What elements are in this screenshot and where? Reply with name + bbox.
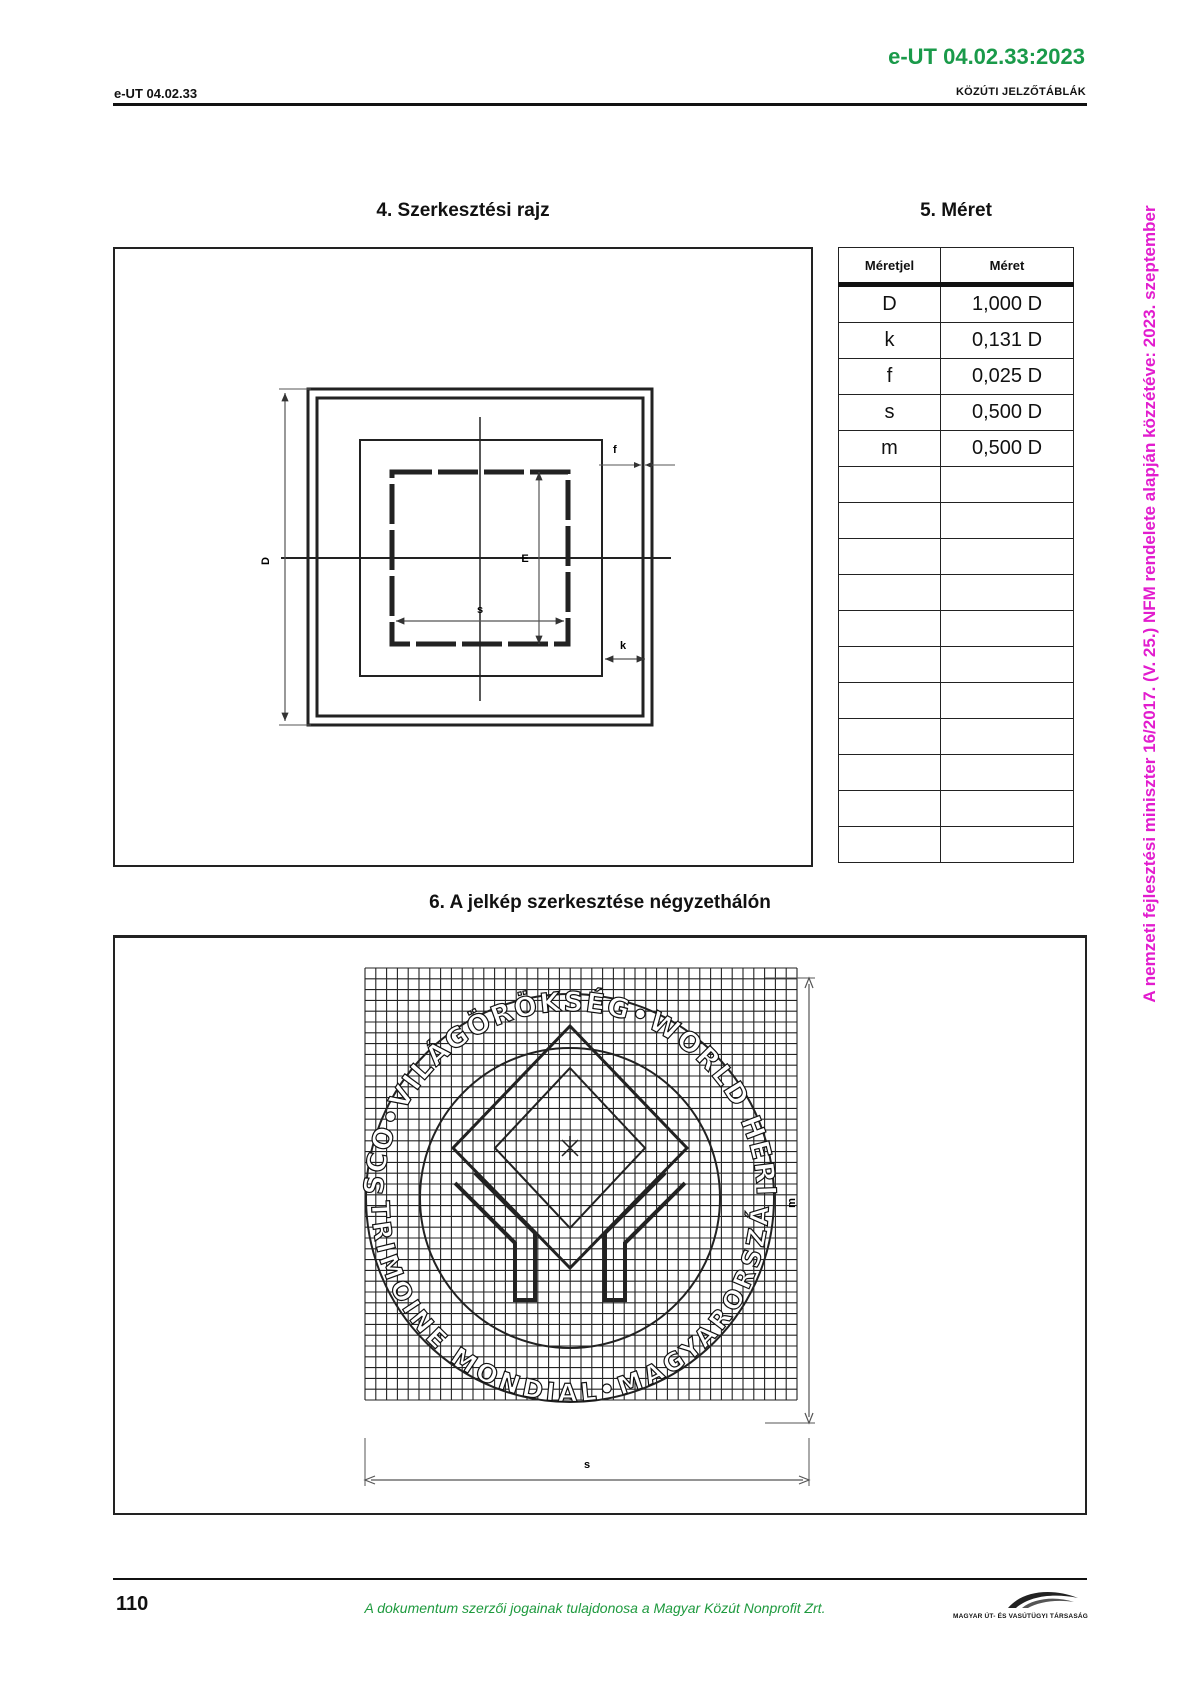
column-header-value: Méret <box>941 248 1074 285</box>
table-row <box>839 431 1074 467</box>
header-right-label: KÖZÚTI JELZŐTÁBLÁK <box>955 86 1086 98</box>
grid-construction-box <box>113 935 1087 1515</box>
row-symbol: s <box>839 395 941 431</box>
copyright-notice: A dokumentum szerzői jogainak tulajdonosa a Magyar Közút Nonprofit Zrt. <box>364 1600 826 1616</box>
table-row-empty <box>839 719 1074 755</box>
row-symbol: D <box>839 285 941 323</box>
society-logo <box>938 1588 1088 1620</box>
table-row-empty <box>839 611 1074 647</box>
column-header-symbol: Méretjel <box>839 248 941 285</box>
emblem-top-text: SCO•VILÁGÖRÖKSÉG•WORLD HERI <box>358 986 782 1198</box>
section-6-title: 6. A jelkép szerkesztése négyzethálón <box>429 892 771 913</box>
table-row-empty <box>839 575 1074 611</box>
empty-rows <box>839 467 1074 863</box>
page-number: 110 <box>116 1593 149 1615</box>
row-symbol: m <box>839 431 941 467</box>
row-value: 0,500 D <box>941 395 1074 431</box>
grid-construction-drawing <box>115 938 1085 1513</box>
row-value: 0,025 D <box>941 359 1074 395</box>
table-row-empty <box>839 827 1074 863</box>
table-row <box>839 285 1074 323</box>
emblem-bottom-text: TRIMOINE MONDIAL•MAGYARORSZÁ <box>365 1200 775 1408</box>
row-symbol: f <box>839 359 941 395</box>
dimension-table-wrap <box>838 247 1074 863</box>
label-E: E <box>521 553 529 565</box>
table-row-empty <box>839 539 1074 575</box>
logo-text: MAGYAR ÚT- ÉS VASÚTÜGYI TÁRSASÁG <box>953 1613 1088 1620</box>
section-5-title: 5. Méret <box>920 200 992 221</box>
row-value: 1,000 D <box>941 285 1074 323</box>
label-D: D <box>260 557 272 565</box>
document-code: e-UT 04.02.33:2023 <box>888 44 1085 69</box>
row-symbol: k <box>839 323 941 359</box>
emblem-center-mark <box>562 1136 578 1160</box>
footer-divider <box>113 1578 1087 1580</box>
publication-side-note: A nemzeti fejlesztési miniszter 16/2017. (V. 25.) NFM rendelete alapján közzétéve: 2023. szeptember <box>1140 205 1159 1003</box>
row-value: 0,500 D <box>941 431 1074 467</box>
label-m: m <box>786 1198 798 1208</box>
table-row-empty <box>839 503 1074 539</box>
table-row-empty <box>839 467 1074 503</box>
label-s-grid: s <box>583 1459 591 1471</box>
construction-drawing <box>115 249 811 865</box>
header-left-label: e-UT 04.02.33 <box>114 86 198 101</box>
logo-swoosh-icon <box>938 1588 1088 1610</box>
dimension-table <box>838 247 1074 863</box>
header-divider <box>113 103 1087 106</box>
table-row-empty <box>839 683 1074 719</box>
row-value: 0,131 D <box>941 323 1074 359</box>
construction-drawing-box <box>113 247 813 867</box>
section-4-title: 4. Szerkesztési rajz <box>376 200 550 221</box>
table-row <box>839 359 1074 395</box>
table-row-empty <box>839 791 1074 827</box>
label-k: k <box>620 640 627 652</box>
table-row <box>839 395 1074 431</box>
table-row-empty <box>839 647 1074 683</box>
label-s: s <box>476 604 484 616</box>
table-row <box>839 323 1074 359</box>
label-f: f <box>613 444 617 456</box>
table-row-empty <box>839 755 1074 791</box>
